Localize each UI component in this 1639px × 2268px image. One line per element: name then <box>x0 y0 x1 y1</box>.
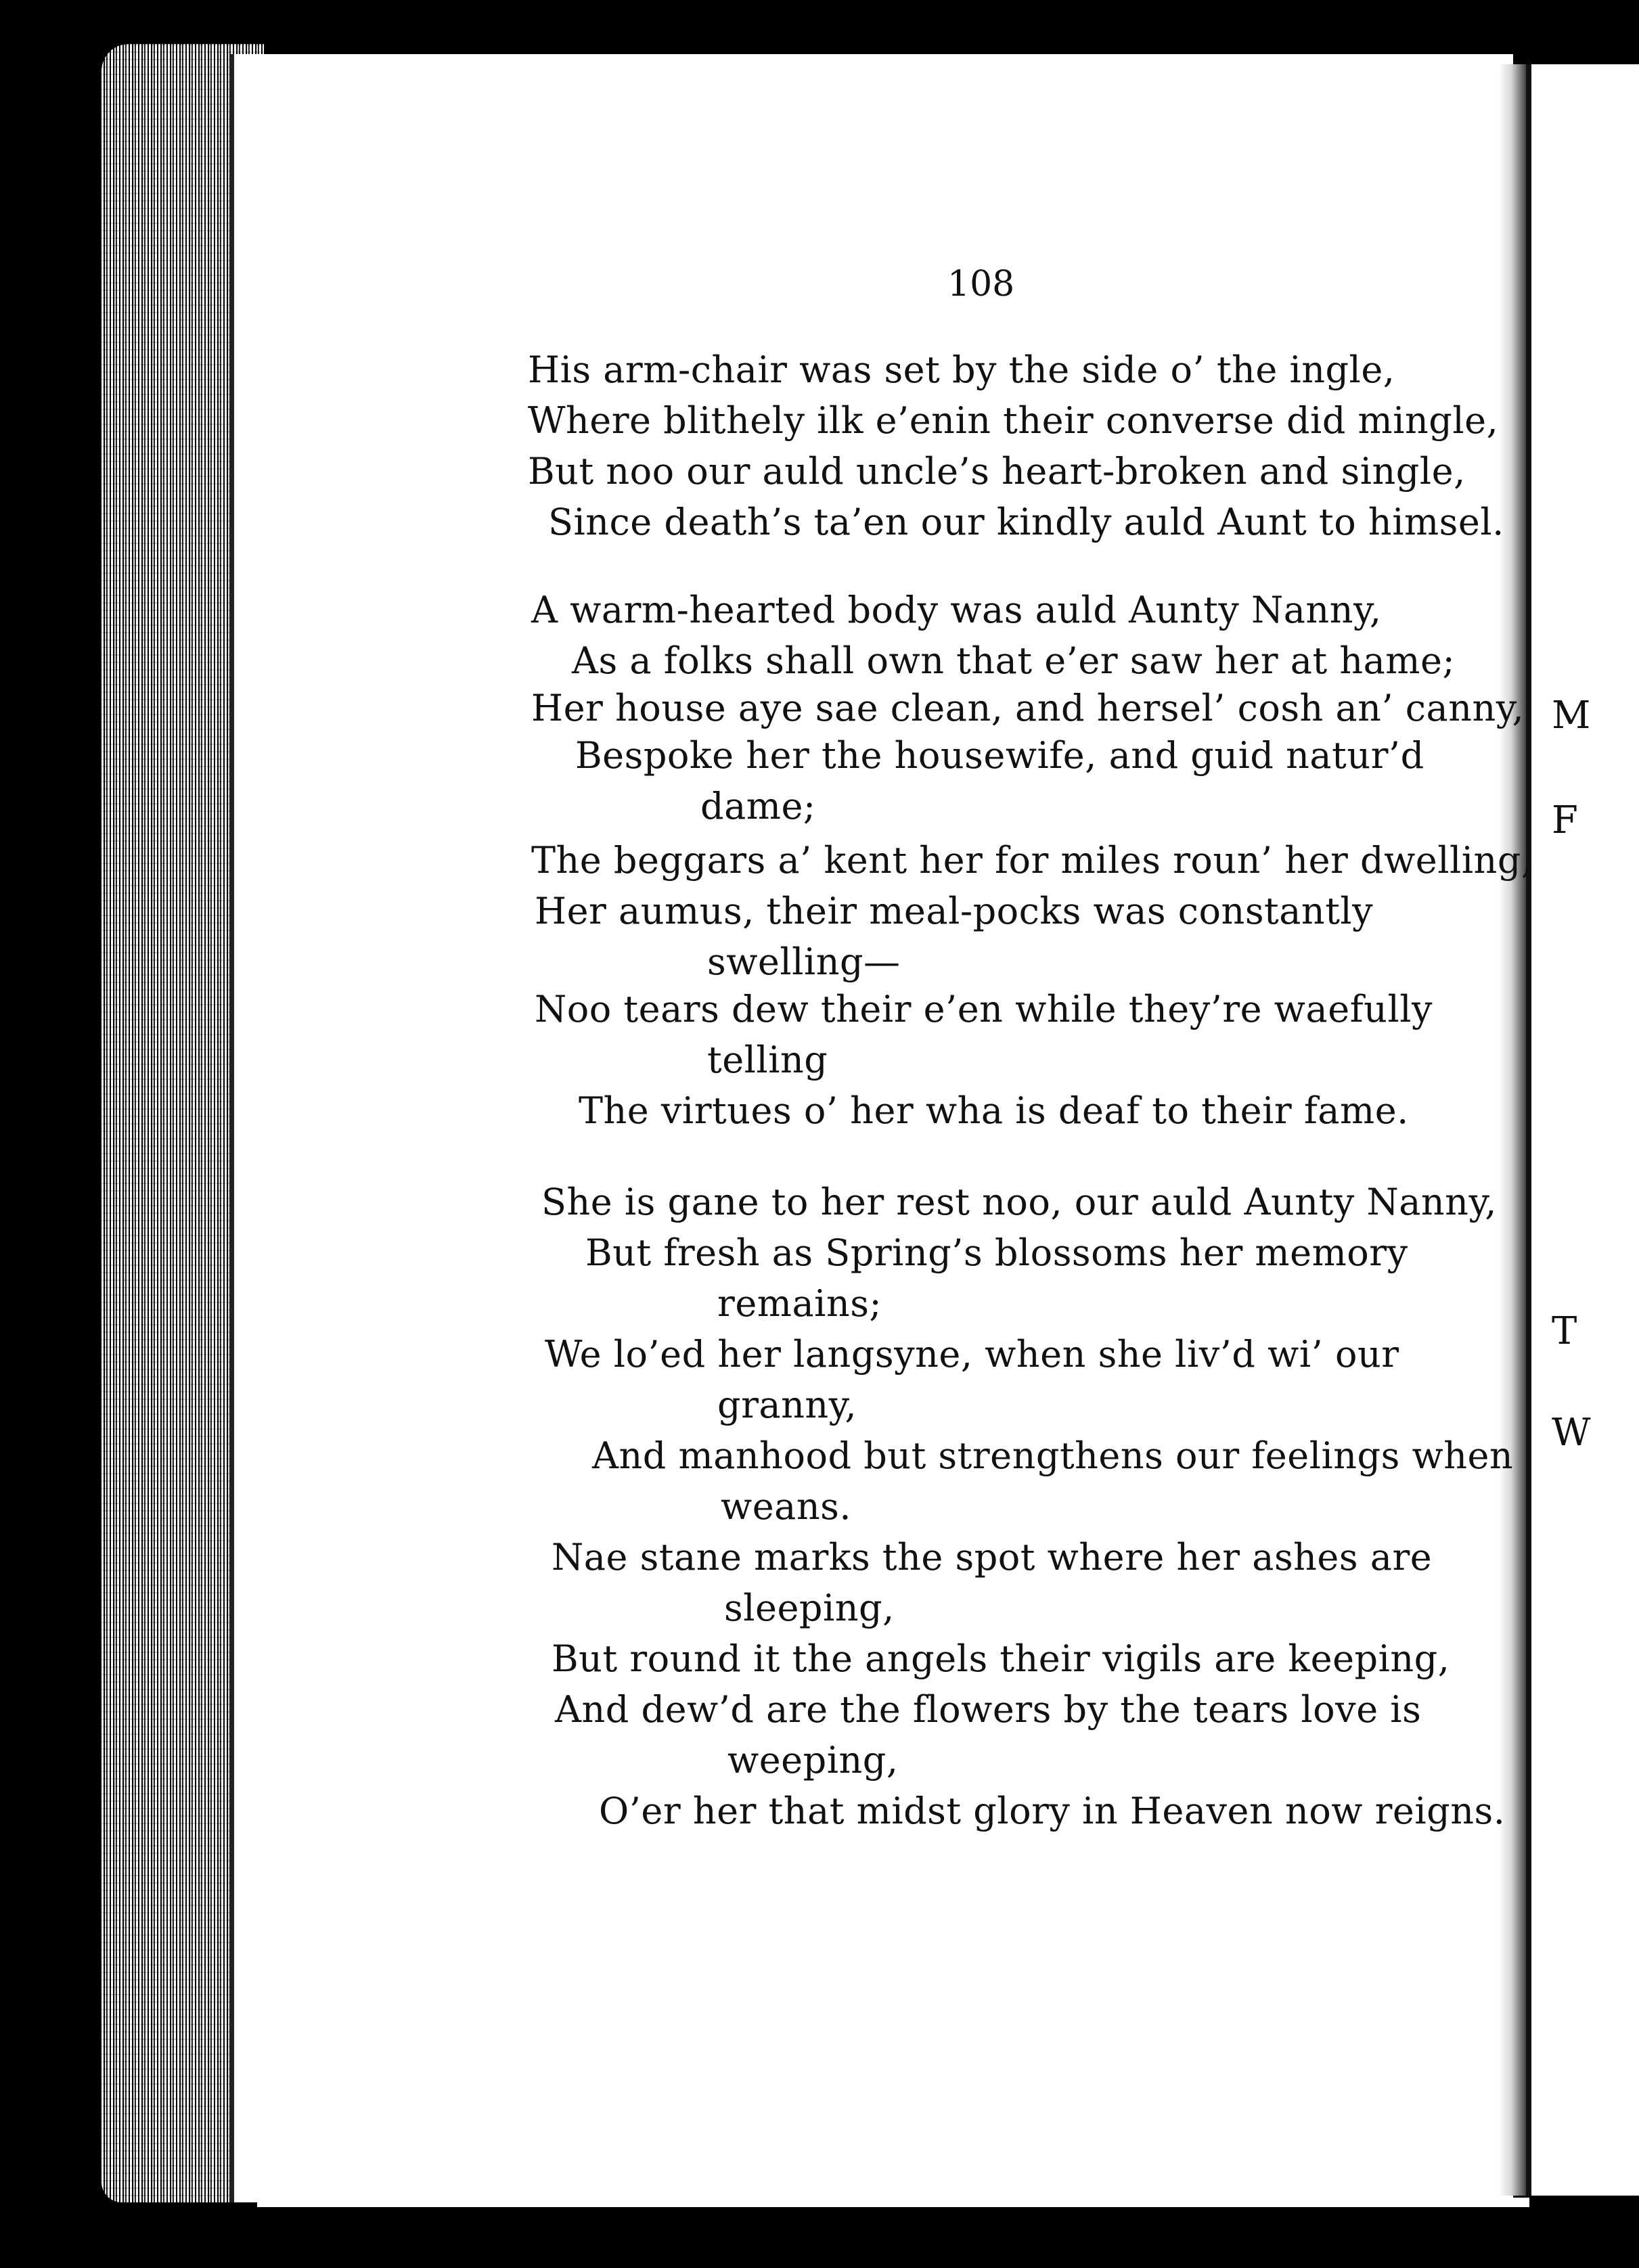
poem-line: We lo’ed her langsyne, when she liv’d wi’ our <box>545 1333 1399 1376</box>
next-page-fragment: F <box>1552 798 1578 842</box>
next-page-fragment: M <box>1552 694 1591 738</box>
poem-line: sleeping, <box>724 1587 895 1629</box>
poem-line: But fresh as Spring’s blossoms her memory <box>585 1231 1408 1274</box>
poem-line: Since death’s ta’en our kindly auld Aunt to himsel. <box>548 501 1504 543</box>
poem-line: Her house aye sae clean, and hersel’ cosh an’ canny, <box>531 687 1525 729</box>
poem-line: The beggars a’ kent her for miles roun’ her dwelling, <box>531 839 1533 882</box>
poem-line: Where blithely ilk e’enin their converse did mingle, <box>528 399 1499 442</box>
poem-line: As a folks shall own that e’er saw her at hame; <box>572 639 1456 682</box>
poem-line: O’er her that midst glory in Heaven now reigns. <box>599 1790 1506 1832</box>
poem-line: Bespoke her the housewife, and guid natur’d <box>575 734 1424 777</box>
poem-line: weans. <box>721 1485 852 1528</box>
poem-line: weeping, <box>727 1739 899 1782</box>
poem-line: dame; <box>700 785 816 827</box>
poem-line: But round it the angels their vigils are keeping, <box>552 1637 1450 1680</box>
poem-line: swelling— <box>707 940 901 983</box>
poem-line: granny, <box>717 1384 857 1426</box>
page-number: 108 <box>947 264 1015 304</box>
poem-line: She is gane to her rest noo, our auld Aunty Nanny, <box>541 1181 1497 1223</box>
poem-line: Her aumus, their meal-pocks was constantly <box>535 890 1374 932</box>
poem-line: But noo our auld uncle’s heart-broken and single, <box>528 450 1466 493</box>
poem-line: A warm-hearted body was auld Aunty Nanny, <box>531 589 1382 631</box>
poem-line: remains; <box>717 1282 882 1325</box>
poem-line: Nae stane marks the spot where her ashes are <box>552 1536 1433 1579</box>
poem-line: His arm-chair was set by the side o’ the ingle, <box>528 348 1395 391</box>
poem-line: The virtues o’ her wha is deaf to their fame. <box>579 1089 1409 1132</box>
poem-line: telling <box>707 1039 828 1081</box>
next-page-fragment: W <box>1552 1411 1591 1455</box>
poem-line: Noo tears dew their e’en while they’re waefully <box>535 988 1433 1030</box>
poem-line: And manhood but strengthens our feelings when <box>592 1434 1514 1477</box>
poem-line: And dew’d are the flowers by the tears love is <box>555 1688 1422 1731</box>
next-page-fragment: T <box>1552 1309 1577 1353</box>
